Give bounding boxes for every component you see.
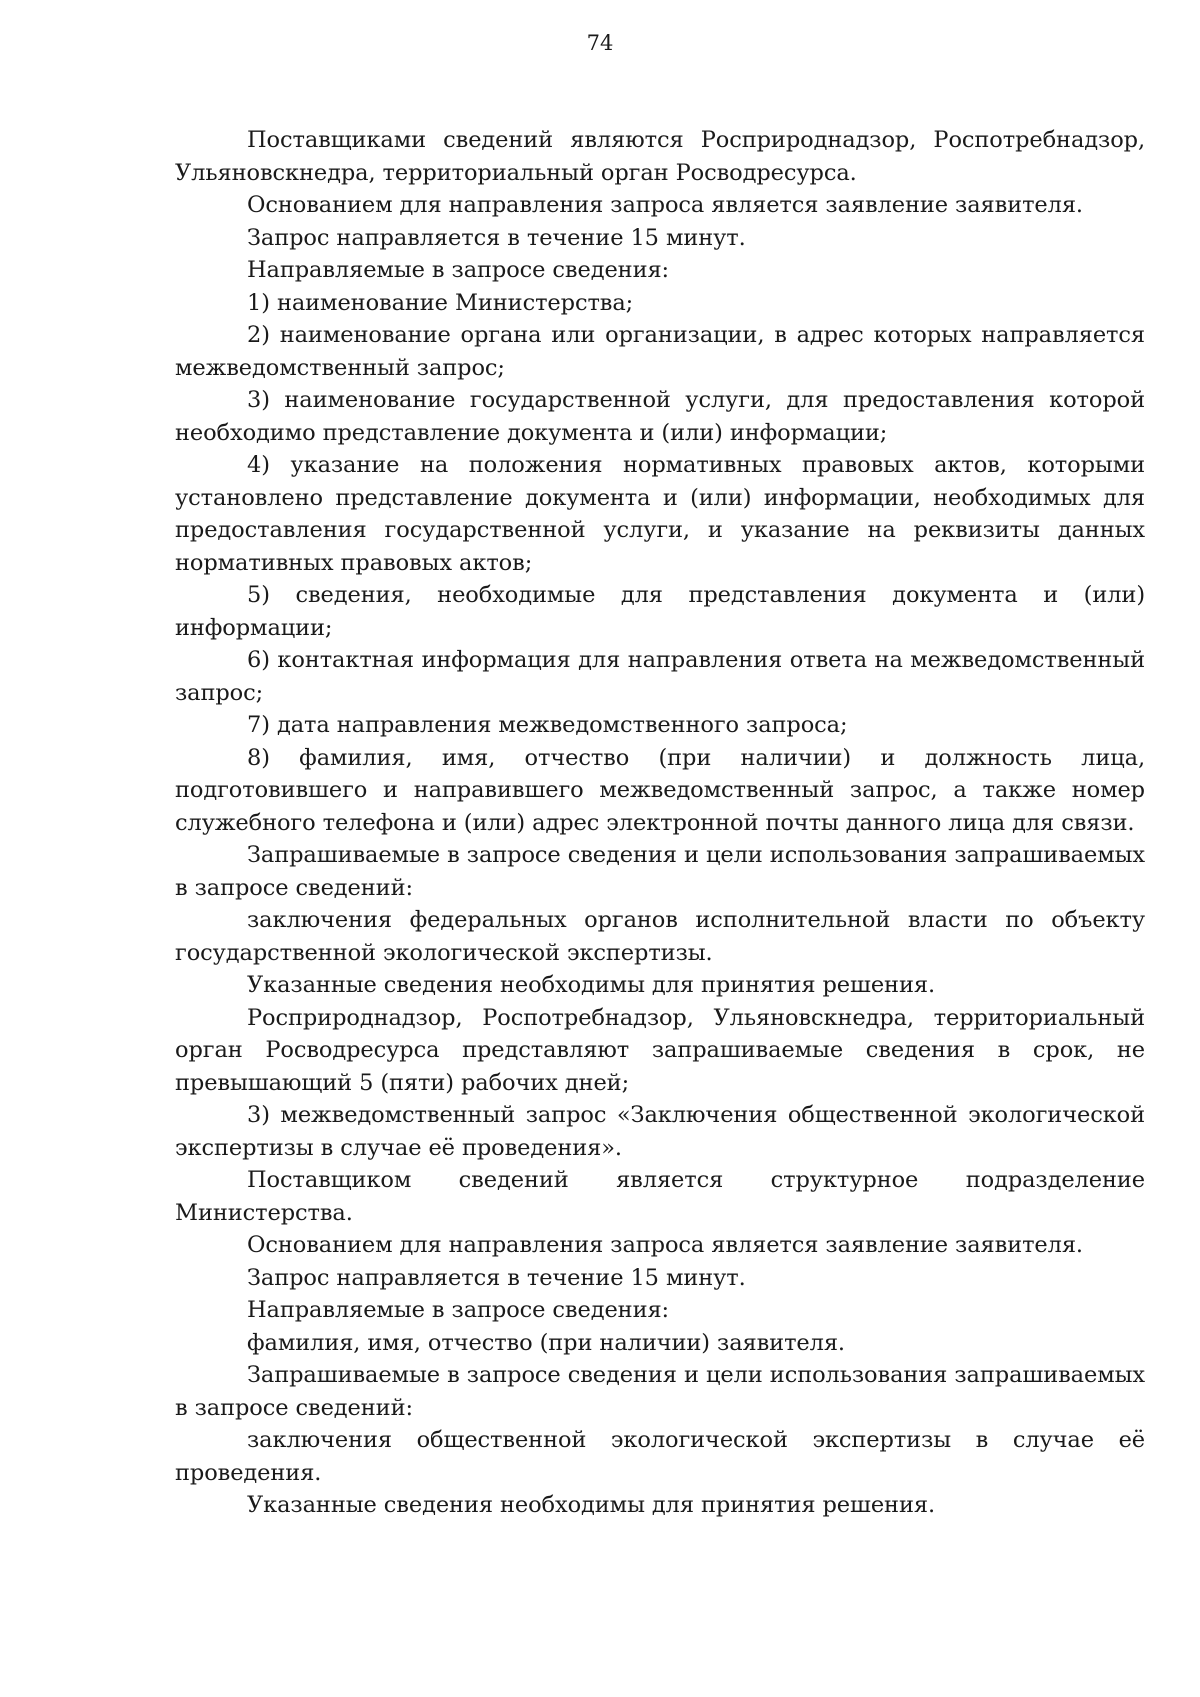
list-item-1: 1) наименование Министерства;	[247, 289, 634, 316]
document-body	[175, 124, 1145, 1522]
paragraph-request-3: 3) межведомственный запрос «Заключения общественной экологической экспертизы в случае её проведения».	[175, 1102, 1145, 1161]
paragraph-public-conclusions: заключения общественной экологической экспертизы в случае её проведения.	[175, 1427, 1145, 1486]
list-item-5: 5) сведения, необходимые для представления документа и (или) информации;	[175, 582, 1145, 641]
paragraph-supplier-ministry: Поставщиком сведений является структурное подразделение Министерства.	[175, 1167, 1145, 1226]
paragraph-suppliers: Поставщиками сведений являются Росприроднадзор, Роспотребнадзор, Ульяновскнедра, территориальный орган Росводресурса.	[175, 127, 1145, 186]
paragraph-sent-info-heading: Направляемые в запросе сведения:	[247, 257, 670, 283]
paragraph-timing-2: Запрос направляется в течение 15 минут.	[247, 1264, 746, 1291]
paragraph-basis-2: Основанием для направления запроса является заявление заявителя.	[247, 1232, 1083, 1258]
list-item-3: 3) наименование государственной услуги, для предоставления которой необходимо представление документа и (или) информации;	[175, 387, 1145, 446]
list-item-7: 7) дата направления межведомственного запроса;	[247, 712, 848, 738]
paragraph-requested-info-2: Запрашиваемые в запросе сведения и цели использования запрашиваемых в запросе сведений:	[175, 1362, 1145, 1421]
list-item-6: 6) контактная информация для направления ответа на межведомственный запрос;	[175, 647, 1145, 706]
list-item-4: 4) указание на положения нормативных правовых актов, которыми установлено представление документа и (или) информации, необходимых для предоставления государственной услуги, и указание на реквизиты данных нормативных правовых актов;	[175, 452, 1145, 576]
paragraph-sent-info-heading-2: Направляемые в запросе сведения:	[247, 1297, 670, 1323]
paragraph-decision-need: Указанные сведения необходимы для принятия решения.	[247, 972, 935, 998]
paragraph-timing: Запрос направляется в течение 15 минут.	[247, 224, 746, 251]
paragraph-decision-need-2: Указанные сведения необходимы для принятия решения.	[247, 1492, 935, 1518]
paragraph-federal-conclusions: заключения федеральных органов исполнительной власти по объекту государственной экологической экспертизы.	[175, 907, 1145, 966]
paragraph-requested-info: Запрашиваемые в запросе сведения и цели использования запрашиваемых в запросе сведений:	[175, 842, 1145, 901]
paragraph-basis: Основанием для направления запроса является заявление заявителя.	[247, 192, 1083, 218]
paragraph-deadline: Росприроднадзор, Роспотребнадзор, Ульяновскнедра, территориальный орган Росводресурса представляют запрашиваемые сведения в срок, не превышающий 5 (пяти) рабочих дней;	[175, 1004, 1145, 1096]
page-number: 74	[586, 31, 614, 55]
paragraph-applicant-name: фамилия, имя, отчество (при наличии) заявителя.	[247, 1329, 845, 1356]
list-item-2: 2) наименование органа или организации, в адрес которых направляется межведомственный запрос;	[175, 322, 1145, 381]
list-item-8: 8) фамилия, имя, отчество (при наличии) и должность лица, подготовившего и направившего межведомственный запрос, а также номер служебного телефона и (или) адрес электронной почты данного лица для связи.	[175, 744, 1145, 836]
